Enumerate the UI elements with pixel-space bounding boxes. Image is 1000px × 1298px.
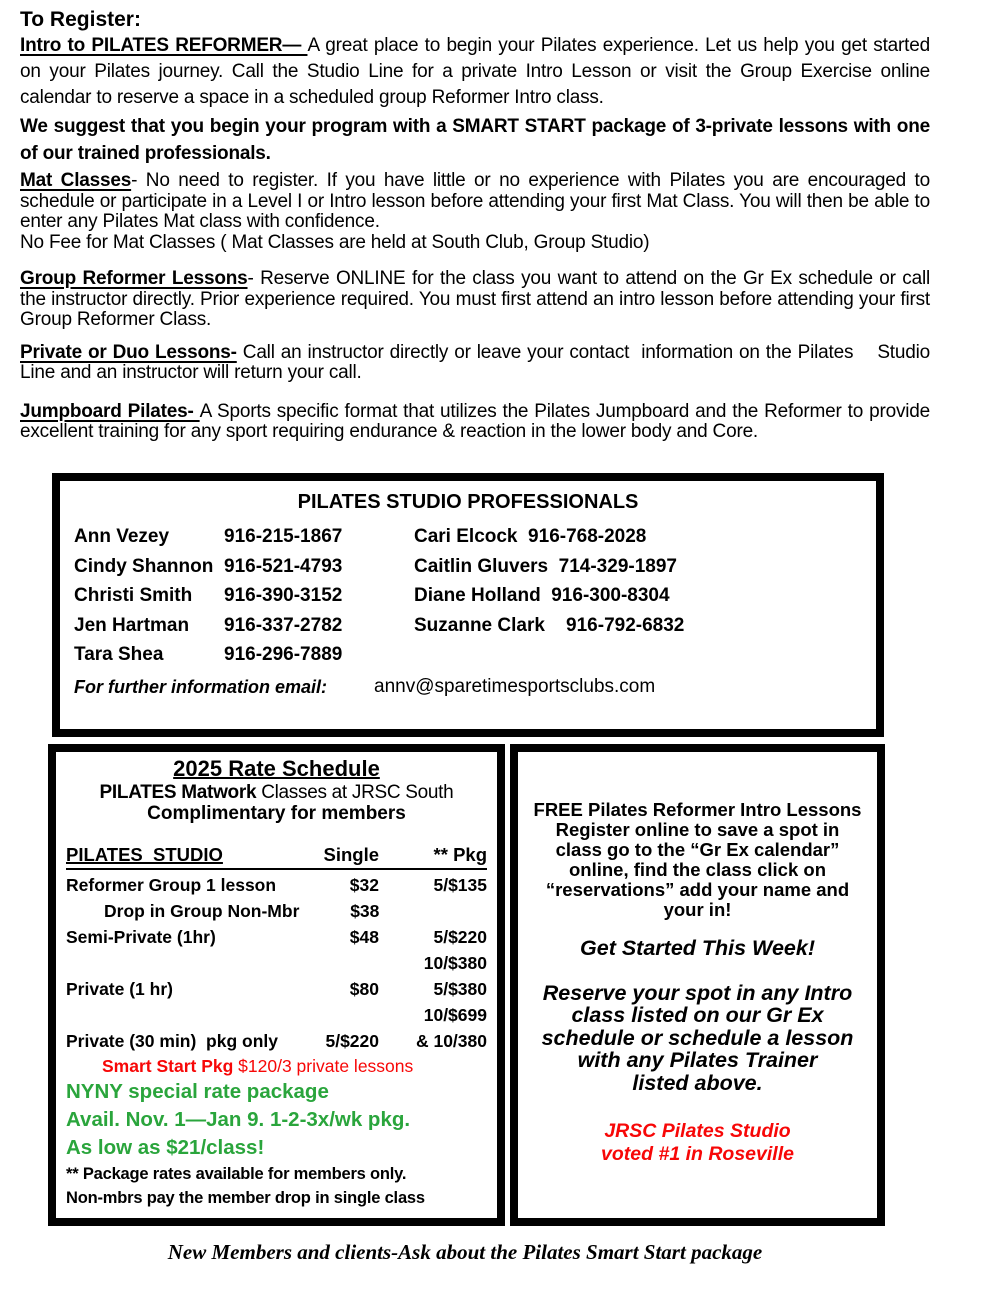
professional-phone: 916-215-1867 [224,526,343,548]
rate-row [66,950,487,976]
private-duo-paragraph [20,341,936,384]
rate-label: Private (30 min) pkg only [66,1030,278,1051]
professional-row [74,611,862,641]
reserve-line: Reserve your spot in any Intro [542,980,853,1005]
rate-label: Reformer Group 1 lesson [66,874,277,895]
intro-reformer-text: A great place to begin your Pilates experience. Let us help you get started on your Pilates journey. Call the Studio Line for a private Intro Lesson or visit the Group Exercise online calendar to reserve a space in a scheduled group Reformer Intro class. [20,35,930,108]
package-notes [66,1162,487,1210]
rate-schedule-box [48,744,505,1226]
get-started-headline: Get Started This Week! [580,935,815,960]
jumpboard-text: A Sports specific format that utilizes the Pilates Jumpboard and the Reformer to provide excellent training for any sport requiring endurance & reaction in the lower body and Core. [20,400,930,442]
tagline-line: voted #1 in Roseville [601,1143,794,1165]
group-reformer-heading: Group Reformer Lessons [20,268,248,289]
rate-label [66,1002,299,1028]
professional-phone: 916-337-2782 [224,614,343,636]
tagline-line: JRSC Pilates Studio [604,1120,791,1142]
free-line: your in! [663,898,732,920]
professionals-title: PILATES STUDIO PROFESSIONALS [297,490,639,513]
free-line: Register online to save a spot in [555,818,840,840]
rate-pkg: 10/$699 [423,1004,487,1025]
registration-info-section [0,0,1000,443]
header-single: Single [323,843,379,865]
intro-reformer-heading: Intro to PILATES REFORMER— [20,35,308,56]
private-duo-heading: Private or Duo Lessons- [20,341,237,363]
email-label: For further information email: [74,676,328,697]
rate-row [66,924,487,950]
professional-name-phone: Cari Elcock 916-768-2028 [414,526,647,548]
smart-start-offer [66,1054,487,1078]
professionals-box [52,473,884,737]
professional-name: Cindy Shannon [74,555,214,577]
reserve-line: class listed on our Gr Ex [571,1003,824,1027]
email-address: annv@sparetimesportsclubs.com [374,676,656,697]
free-intro-lessons-text [526,800,869,920]
professional-phone: 916-390-3152 [224,585,343,607]
professional-name-phone: Caitlin Gluvers 714-329-1897 [414,555,677,577]
smart-start-label: Smart Start Pkg [102,1055,234,1076]
reserve-line: listed above. [632,1070,763,1095]
professional-phone: 916-521-4793 [224,555,343,577]
rate-row [66,976,487,1002]
rate-row [66,1028,487,1054]
rate-pkg: 10/$380 [423,952,487,973]
rate-pkg: 5/$220 [433,926,487,947]
free-line: FREE Pilates Reformer Intro Lessons [533,798,862,820]
professional-row [74,523,862,553]
rate-single: $38 [350,900,380,921]
rate-single: $32 [349,874,379,895]
professional-name-phone: Suzanne Clark 916-792-6832 [414,614,685,636]
nyny-line: Avail. Nov. 1—Jan 9. 1-2-3x/wk pkg. [66,1107,411,1131]
professional-row [74,641,862,671]
free-line: online, find the class click on [568,858,826,880]
rate-table-header [66,842,487,870]
jumpboard-heading: Jumpboard Pilates- [20,400,200,422]
rate-schedule-subtitle [66,782,487,803]
smart-start-price: $120/3 private lessons [233,1055,414,1076]
rate-single: 5/$220 [325,1030,379,1051]
professionals-list [74,523,862,671]
rate-schedule-title: 2025 Rate Schedule [173,755,380,781]
contact-email-row [74,676,862,698]
professional-name-phone: Diane Holland 916-300-8304 [414,585,670,607]
rate-row [66,872,487,898]
mat-classes-heading: Mat Classes [20,170,132,191]
rate-label: Private (1 hr) [66,978,173,999]
matwork-label: PILATES Matwork [99,781,257,803]
private-duo-text: Call an instructor directly or leave your contact information on the Pilates Studio Line and an instructor will return your call. [20,341,936,383]
matwork-location: Classes at JRSC South [256,781,454,803]
rate-table [66,842,487,1054]
intro-reformer-paragraph [20,33,930,111]
professional-name: Ann Vezey [74,526,170,548]
rate-label [66,950,299,976]
free-line: class go to the “Gr Ex calendar” [555,838,840,860]
package-note: Non-mbrs pay the member drop in single class [66,1188,425,1207]
reserve-line: with any Pilates Trainer [577,1048,818,1072]
voted-number-one-tagline [526,1120,869,1166]
header-pkg: ** Pkg [433,843,487,865]
nyny-line: As low as $21/class! [66,1135,265,1159]
rate-single: $80 [349,978,379,999]
rate-pkg: 5/$135 [433,874,487,895]
rate-pkg [379,898,487,924]
package-note: ** Package rates available for members only. [66,1164,407,1183]
promo-box [510,744,885,1226]
mat-classes-paragraph [20,171,930,253]
lower-boxes [48,744,1000,1226]
rate-label: Semi-Private (1hr) [66,926,216,947]
mat-classes-fee-note: No Fee for Mat Classes ( Mat Classes are held at South Club, Group Studio) [20,231,650,253]
rate-single [299,950,379,976]
complimentary-note: Complimentary for members [147,802,406,824]
group-reformer-paragraph [20,269,930,331]
professional-name: Tara Shea [74,644,164,666]
rate-pkg: 5/$380 [433,978,487,999]
reserve-spot-text [526,982,869,1095]
professional-row [74,582,862,612]
footer-note: New Members and clients-Ask about the Pilates Smart Start package [167,1239,763,1264]
rate-single: $48 [349,926,379,947]
page-title: To Register: [20,8,141,31]
mat-classes-text: - No need to register. If you have little or no experience with Pilates you are encouraged to schedule or participate in a Level I or Intro lesson before attending your first Mat Class. You will then be able to enter any Pilates Mat class with confidence. [20,170,931,232]
smart-start-suggestion: We suggest that you begin your program with a SMART START package of 3-private lessons with one of our trained professionals. [20,116,930,164]
rate-pkg: & 10/380 [415,1030,487,1051]
nyny-special-offer [66,1078,487,1162]
rate-row [66,1002,487,1028]
group-reformer-text: - Reserve ONLINE for the class you want to attend on the Gr Ex schedule or call the instructor directly. Prior experience required. You must first attend an intro lesson before attending your first Group Reformer Class. [20,268,930,330]
header-service: PILATES STUDIO [66,843,223,865]
jumpboard-paragraph [20,402,930,443]
nyny-line: NYNY special rate package [66,1079,329,1103]
professional-name: Christi Smith [74,585,193,607]
reserve-line: schedule or schedule a lesson [541,1025,854,1050]
rate-label: Drop in Group Non-Mbr [104,900,300,921]
professional-phone: 916-296-7889 [224,644,343,666]
professional-row [74,552,862,582]
free-line: “reservations” add your name and [545,878,850,900]
rate-single [299,1002,379,1028]
rate-row [66,898,487,924]
professional-name: Jen Hartman [74,614,190,636]
